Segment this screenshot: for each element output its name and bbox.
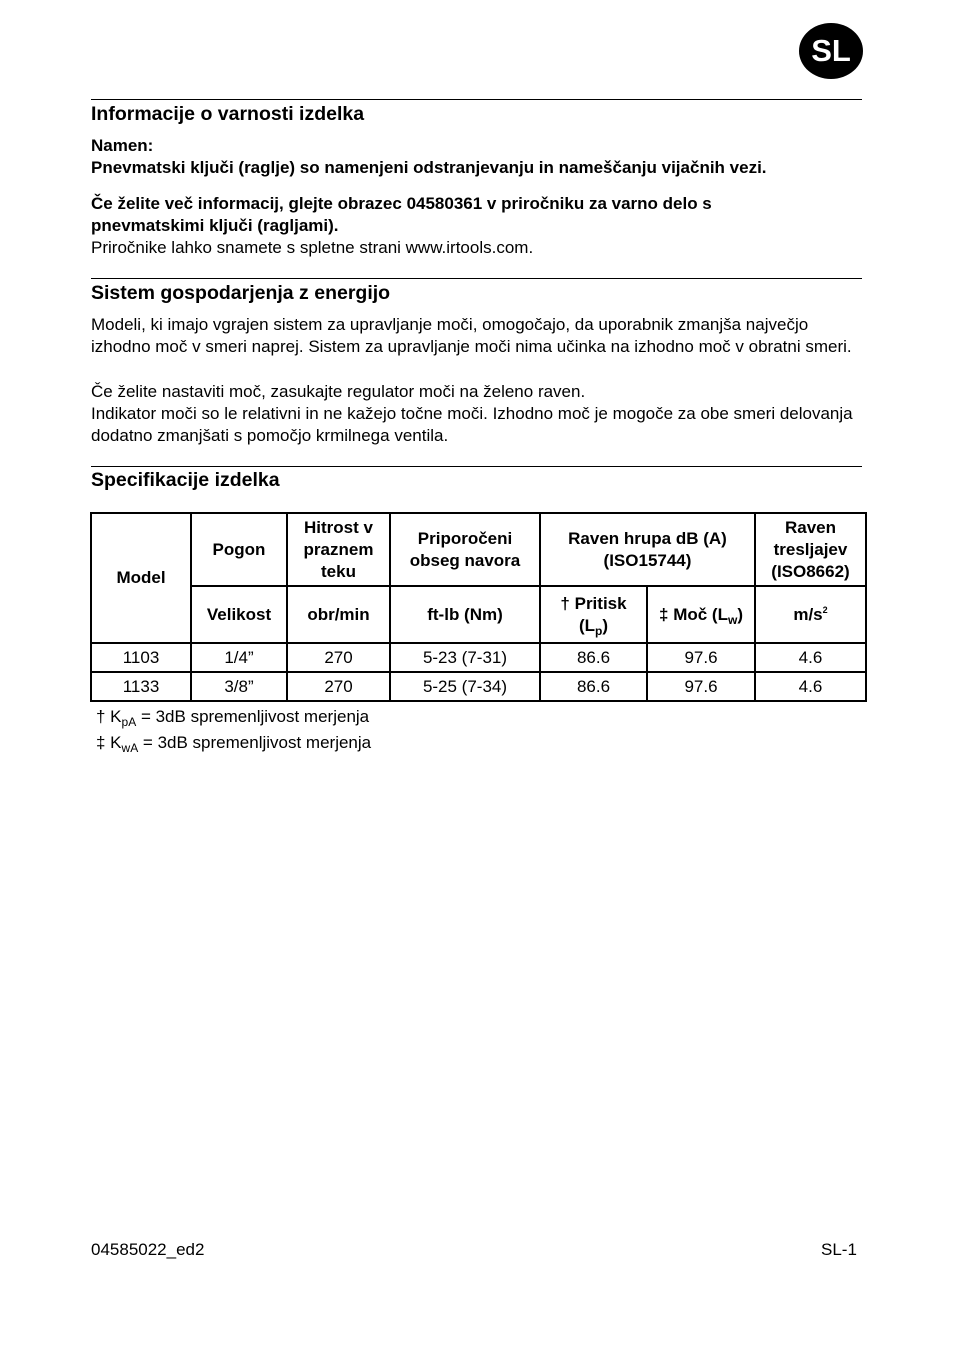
header-pritisk [540,586,647,643]
cell-size: 1/4” [191,643,287,672]
footnote-pressure [96,707,369,727]
section-title-energy: Sistem gospodarjenja z energijo [91,282,391,304]
fn1-text: = 3dB spremenljivost merjenja [136,707,370,726]
energy-paragraph-1: Modeli, ki imajo vgrajen sistem za upravljanje moči, omogočajo, da uporabnik zmanjša največjo izhodno moč v smeri naprej. Sistem za upravljanje moči nima učinka na izhodno moč v obratni smeri. [91,315,852,356]
cell-torque: 5-23 (7-31) [390,643,540,672]
cell-rpm: 270 [287,643,390,672]
fn2-text: = 3dB spremenljivost merjenja [138,733,372,752]
pritisk-close: ) [602,615,609,635]
cell-vibration: 4.6 [755,643,866,672]
section-title-safety: Informacije o varnosti izdelka [91,103,365,125]
energy-paragraph-3: Indikator moči so le relativni in ne kažejo točne moči. Izhodno moč je mogoče za obe smeri delovanja dodatno zmanjšati s pomočjo krmilnega ventila. [91,404,853,445]
header-hitrost: Hitrost v praznem teku [287,513,390,586]
header-pogon: Pogon [191,513,287,586]
namen-label: Namen: [91,136,154,155]
section-divider [91,466,862,467]
document-id: 04585022_ed2 [91,1240,205,1259]
cell-power: 97.6 [647,672,755,701]
energy-paragraph-2: Če želite nastaviti moč, zasukajte regulator moči na želeno raven. [91,382,586,401]
info-text: Priročnike lahko snamete s spletne strani www.irtools.com. [91,238,534,257]
fn1-prefix: † K [96,707,122,726]
language-badge: SL [799,23,863,79]
fn1-subscript: pA [121,715,137,729]
moc-close: ) [737,604,743,624]
table-row [91,643,866,672]
table-row [91,672,866,701]
section-divider [91,99,862,100]
page-number: SL-1 [821,1240,857,1259]
header-moc [647,586,755,643]
cell-pressure: 86.6 [540,672,647,701]
spec-table [90,512,867,702]
cell-pressure: 86.6 [540,643,647,672]
cell-torque: 5-25 (7-34) [390,672,540,701]
section-divider [91,278,862,279]
section-title-specs: Specifikacije izdelka [91,469,280,491]
fn2-subscript: wA [121,741,139,755]
cell-model: 1103 [91,643,191,672]
header-model: Model [91,513,191,643]
header-obrmin: obr/min [287,586,390,643]
header-hrup: Raven hrupa dB (A) (ISO15744) [540,513,755,586]
header-ftlb: ft-lb (Nm) [390,586,540,643]
namen-text: Pnevmatski ključi (raglje) so namenjeni odstranjevanju in nameščanju vijačnih vezi. [91,158,767,177]
footnote-power [96,733,371,753]
header-ms [755,586,866,643]
moc-subscript: w [727,612,738,627]
cell-power: 97.6 [647,643,755,672]
cell-model: 1133 [91,672,191,701]
pritisk-symbol: (L [578,615,596,635]
header-navor: Priporočeni obseg navora [390,513,540,586]
ms-unit: m/s [793,604,823,624]
header-tresljaji: Raven tresljajev (ISO8662) [755,513,866,586]
pritisk-label: † Pritisk [560,593,627,613]
pritisk-subscript: p [595,623,603,638]
ms-superscript: 2 [822,604,828,615]
fn2-prefix: ‡ K [96,733,122,752]
header-velikost: Velikost [191,586,287,643]
cell-size: 3/8” [191,672,287,701]
moc-label: ‡ Moč (L [659,604,728,624]
cell-rpm: 270 [287,672,390,701]
info-bold-text: Če želite več informacij, glejte obrazec 04580361 v priročniku za varno delo s pnevmatskimi ključi (ragljami). [91,194,712,235]
cell-vibration: 4.6 [755,672,866,701]
